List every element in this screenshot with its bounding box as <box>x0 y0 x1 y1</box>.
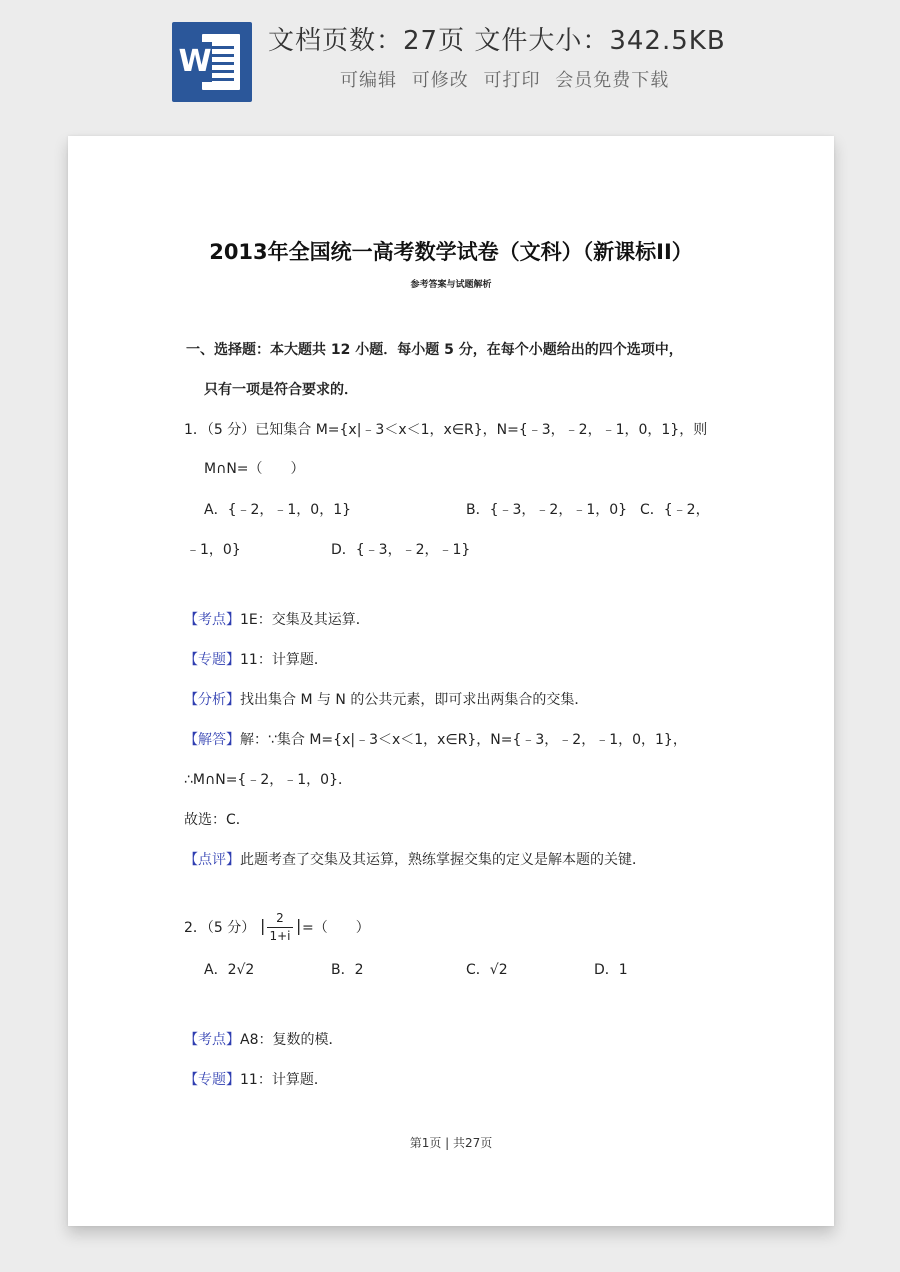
fenxi-tag: 【分析】 <box>184 692 240 708</box>
feature-printable: 可打印 <box>483 70 541 91</box>
q2-option-d: D．1 <box>594 962 628 978</box>
kaodian-text: 1E：交集及其运算． <box>240 612 370 628</box>
q1-zhuanti <box>184 649 328 669</box>
section-heading: 一、选择题：本大题共 12 小题．每小题 5 分，在每个小题给出的四个选项中， <box>186 342 683 358</box>
jieda-text: 解：∵集合 M={x|﹣3＜x＜1，x∈R}，N={﹣3，﹣2，﹣1，0，1}， <box>240 732 687 748</box>
feature-member-download: 会员免费下载 <box>555 70 670 91</box>
q1-jieda <box>184 729 687 749</box>
q2-option-c: C．√2 <box>466 962 508 978</box>
dianping-text: 此题考查了交集及其运算，熟练掌握交集的定义是解本题的关键． <box>240 852 646 868</box>
q2-stem-prefix: 2．（5 分） <box>184 920 256 936</box>
q2-option-b: B．2 <box>331 962 364 978</box>
q1-option-c: C．{﹣2， <box>640 502 710 518</box>
page-subtitle: 参考答案与试题解析 <box>410 280 492 290</box>
feature-modifiable: 可修改 <box>411 70 469 91</box>
q1-option-b: B．{﹣3，﹣2，﹣1，0} <box>466 502 628 518</box>
abs-bar-left: | <box>260 916 266 935</box>
word-document-icon <box>172 22 252 102</box>
q1-stem-continued: M∩N=（ ） <box>204 461 305 477</box>
page-footer: 第1页 | 共27页 <box>409 1136 493 1150</box>
q2-option-a: A．2√2 <box>204 962 255 978</box>
q1-dianping <box>184 849 646 869</box>
q1-kaodian <box>184 609 370 629</box>
q2-fraction <box>266 910 294 945</box>
q2-zhuanti <box>184 1069 328 1089</box>
zhuanti-text: 11：计算题． <box>240 652 328 668</box>
file-info-title: 文档页数：27页 文件大小：342.5KB <box>268 26 726 56</box>
jieda-tag: 【解答】 <box>184 732 240 748</box>
download-header <box>0 0 900 130</box>
zhuanti-text: 11：计算题． <box>240 1072 328 1088</box>
abs-bar-right: | <box>296 916 302 935</box>
q2-stem-suffix: =（ ） <box>302 920 370 936</box>
feature-list <box>340 66 677 92</box>
section-heading-continued: 只有一项是符合要求的． <box>204 382 358 398</box>
q1-option-a: A．{﹣2，﹣1，0，1} <box>204 502 352 518</box>
document-page <box>68 136 834 1226</box>
fenxi-text: 找出集合 M 与 N 的公共元素，即可求出两集合的交集． <box>240 692 589 708</box>
q1-fenxi <box>184 689 588 709</box>
fraction-denominator: 1+i <box>269 929 291 943</box>
q1-stem: 1．（5 分）已知集合 M={x|﹣3＜x＜1，x∈R}，N={﹣3，﹣2，﹣1，0，1}，则 <box>184 422 708 438</box>
kaodian-tag: 【考点】 <box>184 1032 240 1048</box>
q2-kaodian <box>184 1029 342 1049</box>
kaodian-tag: 【考点】 <box>184 612 240 628</box>
fraction-numerator: 2 <box>276 911 284 925</box>
q1-option-c-continued: ﹣1，0} <box>186 542 241 558</box>
word-letter: W <box>178 42 212 82</box>
q1-option-d: D．{﹣3，﹣2，﹣1} <box>331 542 471 558</box>
dianping-tag: 【点评】 <box>184 852 240 868</box>
zhuanti-tag: 【专题】 <box>184 652 240 668</box>
page-title: 2013年全国统一高考数学试卷（文科）（新课标II） <box>209 240 693 264</box>
q1-choice: 故选：C． <box>184 812 250 828</box>
kaodian-text: A8：复数的模． <box>240 1032 343 1048</box>
zhuanti-tag: 【专题】 <box>184 1072 240 1088</box>
feature-editable: 可编辑 <box>340 70 397 91</box>
q1-jieda-result: ∴M∩N={﹣2，﹣1，0}． <box>184 772 352 788</box>
